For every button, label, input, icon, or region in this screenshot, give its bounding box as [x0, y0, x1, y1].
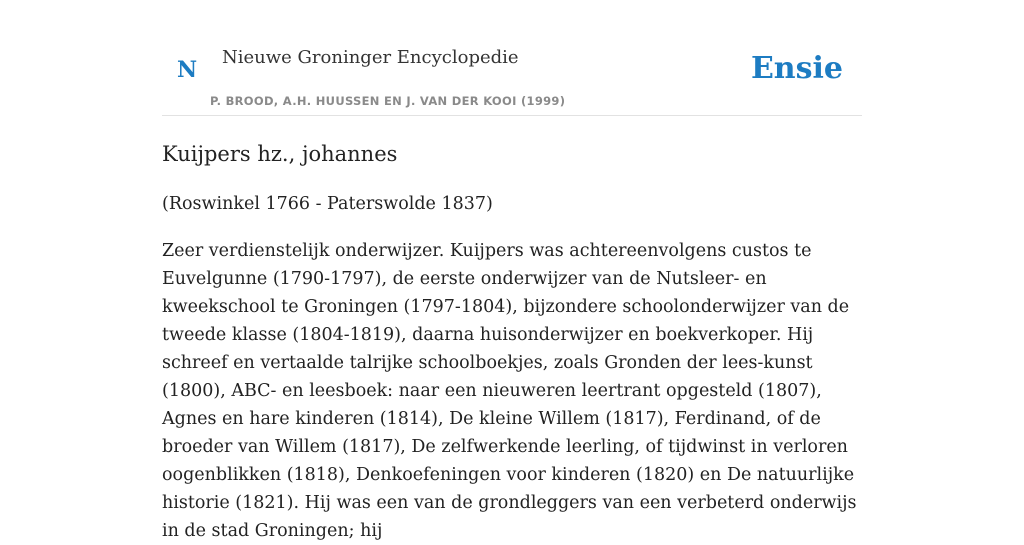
source-authors: P. BROOD, A.H. HUUSSEN EN J. VAN DER KOOI (1999) [210, 94, 566, 108]
source-header [162, 0, 862, 116]
article-title: Kuijpers hz., johannes [162, 142, 398, 166]
article-lifespan: (Roswinkel 1766 - Paterswolde 1837) [162, 194, 493, 214]
article-body: Zeer verdienstelijk onderwijzer. Kuijpers was achtereenvolgens custos te Euvelgunne (1790-1797), de eerste onderwijzer van de Nutsleer- en kweekschool te Groningen (1797-1804), bijzondere schoolonderwijzer van de tweede klasse (1804-1819), daarna huisonderwijzer en boekverkoper. Hij schreef en vertaalde talrijke schoolboekjes, zoals Gronden der lees-kunst (1800), ABC- en leesboek: naar een nieuweren leertrant opgesteld (1807), Agnes en hare kinderen (1814), De kleine Willem (1817), Ferdinand, of de broeder van Willem (1817), De zelfwerkende leerling, of tijdwinst in verloren oogenblikken (1818), Denkoefeningen voor kinderen (1820) en De natuurlijke historie (1821). Hij was een van de grondleggers van een verbeterd onderwijs in de stad Groningen; hij [162, 241, 857, 541]
source-title[interactable]: Nieuwe Groninger Encyclopedie [222, 47, 519, 68]
article [162, 138, 862, 545]
source-logo-icon[interactable]: N [177, 57, 198, 83]
brand-logo[interactable]: Ensie [750, 51, 843, 86]
